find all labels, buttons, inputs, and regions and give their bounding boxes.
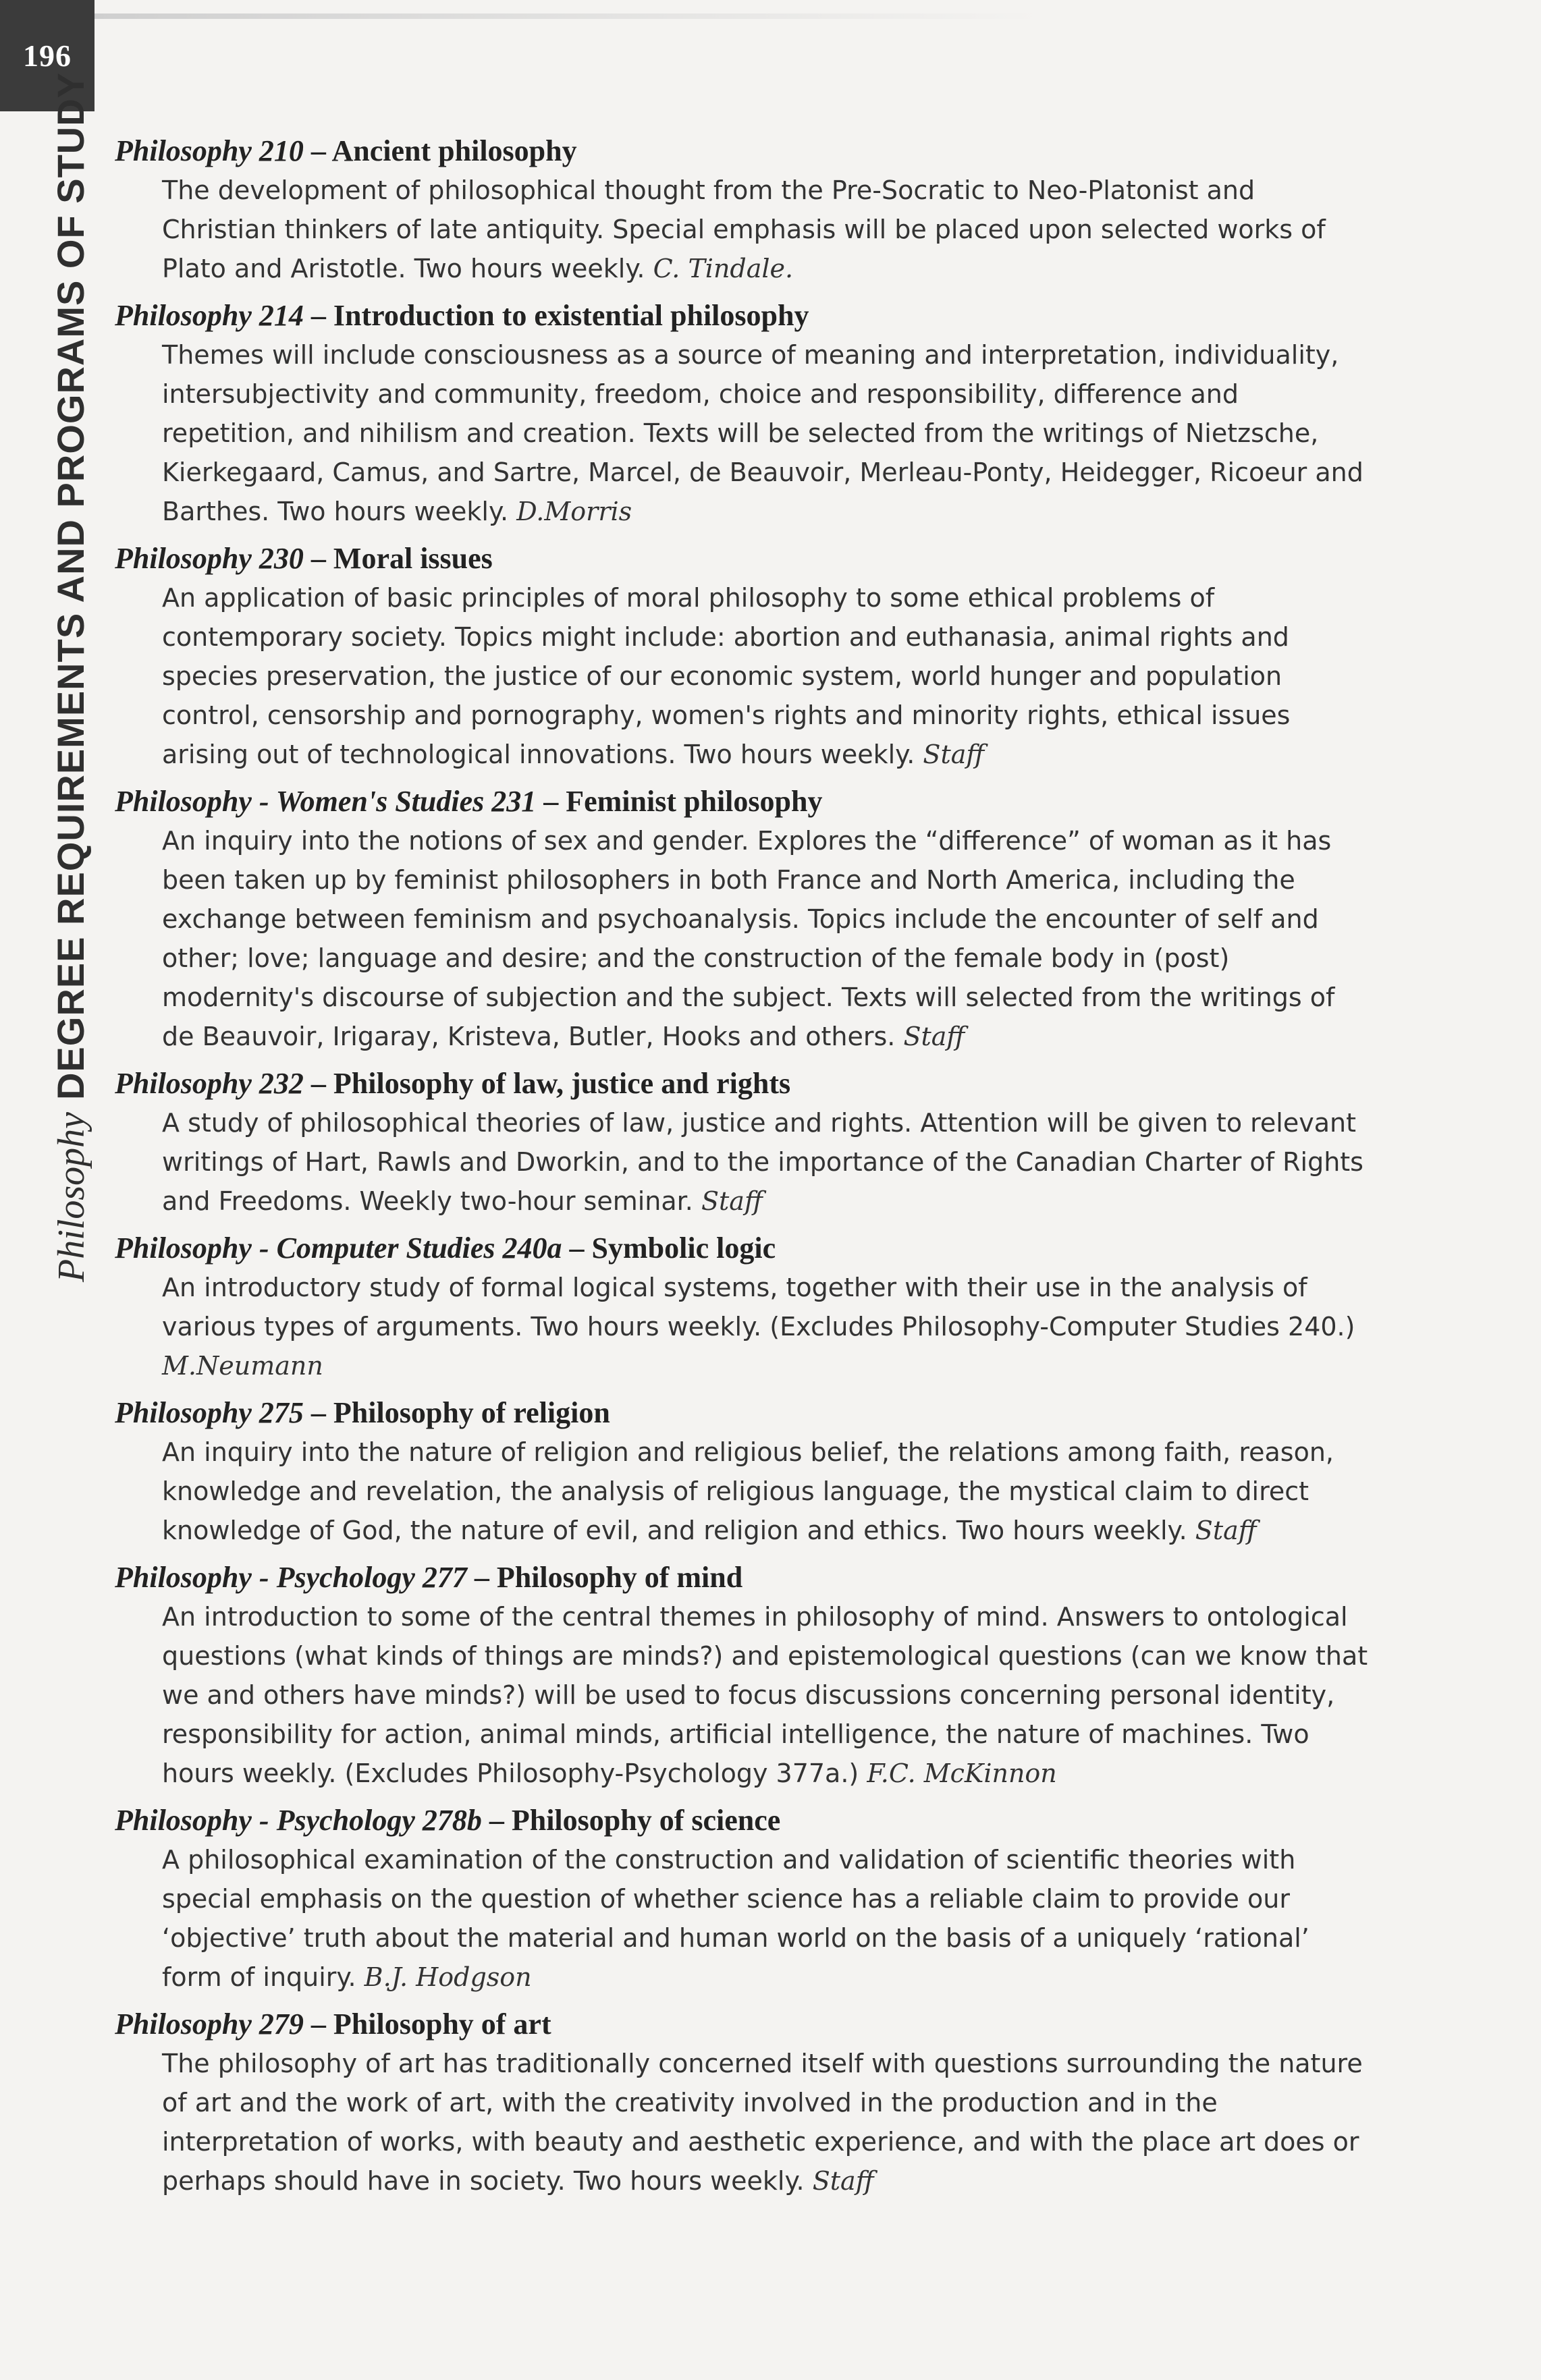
course-title: Philosophy of religion [333, 1396, 610, 1429]
course-description: An application of basic principles of moral philosophy to some ethical problems of contemporary society. Topics might include: abortion and euthanasia, animal rights and species preservation, the justice of our economic system, world hunger and population control, censorship and pornography, women's rights and minority rights, ethical issues arising out of technological innovations. Two hours weekly. [162, 583, 1291, 769]
course-title: Ancient philosophy [331, 134, 577, 167]
course-code: Philosophy - Women's Studies 231 [115, 785, 537, 818]
course-description: A philosophical examination of the construction and validation of scientific theories with special emphasis on the question of whether science has a reliable claim to provide our ‘objective’ truth about the material and human world on the basis of a uniquely ‘rational’ form of inquiry. [162, 1845, 1309, 1992]
course-instructor: Staff [812, 2166, 874, 2196]
course-entry [115, 1229, 1370, 1385]
course-title: Symbolic logic [591, 1231, 776, 1265]
course-heading: Philosophy - Psychology 278b – Philosophy of science [115, 1804, 781, 1837]
course-heading: Philosophy - Psychology 277 – Philosophy of mind [115, 1561, 743, 1594]
course-instructor: Staff [1195, 1516, 1257, 1545]
course-description: An introduction to some of the central themes in philosophy of mind. Answers to ontological questions (what kinds of things are minds?) and epistemological questions (can we know that we and others have minds?) will be used to focus discussions concerning personal identity, responsibility for action, animal minds, artificial intelligence, the nature of machines. Two hours weekly. (Excludes Philosophy-Psychology 377a.) [162, 1602, 1368, 1788]
course-code: Philosophy - Psychology 278b [115, 1804, 482, 1837]
course-entry [115, 782, 1370, 1056]
course-instructor: M.Neumann [162, 1351, 323, 1381]
course-heading: Philosophy 214 – Introduction to existential philosophy [115, 299, 809, 332]
course-heading: Philosophy - Computer Studies 240a – Symbolic logic [115, 1231, 776, 1265]
course-description-block [162, 1840, 1370, 1997]
side-label-department: Philosophy [51, 1112, 92, 1282]
page-number: 196 [23, 38, 72, 73]
course-code: Philosophy 279 [115, 2008, 304, 2041]
course-description: An inquiry into the notions of sex and gender. Explores the “difference” of woman as it has been taken up by feminist philosophers in both France and North America, including the exchange between feminism and psychoanalysis. Topics include the encounter of self and other; love; language and desire; and the construction of the female body in (post) modernity's discourse of subjection and the subject. Texts will selected from the writings of de Beauvoir, Irigaray, Kristeva, Butler, Hooks and others. [162, 826, 1335, 1051]
course-entry [115, 1558, 1370, 1793]
course-instructor: Staff [701, 1186, 763, 1216]
course-entry [115, 2005, 1370, 2201]
course-entry [115, 1064, 1370, 1221]
course-code: Philosophy - Psychology 277 [115, 1561, 467, 1594]
course-entry [115, 1801, 1370, 1997]
course-description: A study of philosophical theories of law, justice and rights. Attention will be given to relevant writings of Hart, Rawls and Dworkin, and to the importance of the Canadian Charter of Rights and Freedoms. Weekly two-hour seminar. [162, 1108, 1363, 1216]
course-heading: Philosophy - Women's Studies 231 – Feminist philosophy [115, 785, 823, 818]
course-heading: Philosophy 279 – Philosophy of art [115, 2008, 551, 2041]
course-entry [115, 132, 1370, 288]
course-instructor: Staff [923, 740, 985, 769]
course-title: Feminist philosophy [566, 785, 823, 818]
course-description: The development of philosophical thought from the Pre-Socratic to Neo-Platonist and Christian thinkers of late antiquity. Special emphasis will be placed upon selected works of Plato and Aristotle. Two hours weekly. [162, 175, 1326, 283]
course-list [115, 132, 1370, 2209]
course-code: Philosophy 232 [115, 1067, 304, 1100]
course-heading: Philosophy 232 – Philosophy of law, justice and rights [115, 1067, 791, 1100]
course-code: Philosophy 275 [115, 1396, 304, 1429]
course-description-block [162, 1433, 1370, 1550]
course-description-block [162, 2044, 1370, 2201]
course-code: Philosophy - Computer Studies 240a [115, 1231, 562, 1265]
course-heading: Philosophy 275 – Philosophy of religion [115, 1396, 610, 1429]
course-heading: Philosophy 210 – Ancient philosophy [115, 134, 577, 167]
course-description-block [162, 1103, 1370, 1221]
course-description: The philosophy of art has traditionally concerned itself with questions surrounding the nature of art and the work of art, with the creativity involved in the production and in the interpretation of works, with beauty and aesthetic experience, and with the place art does or perhaps should have in society. Two hours weekly. [162, 2049, 1363, 2196]
course-title: Moral issues [333, 542, 493, 575]
course-title: Philosophy of science [511, 1804, 781, 1837]
course-description-block [162, 578, 1370, 774]
course-entry [115, 1393, 1370, 1550]
course-description-block [162, 171, 1370, 288]
top-rule [94, 13, 1039, 19]
course-description-block [162, 1597, 1370, 1793]
course-instructor: F.C. McKinnon [867, 1759, 1057, 1788]
course-heading: Philosophy 230 – Moral issues [115, 542, 493, 575]
course-instructor: D.Morris [516, 497, 632, 526]
course-title: Philosophy of law, justice and rights [333, 1067, 791, 1100]
course-description: An inquiry into the nature of religion and religious belief, the relations among faith, reason, knowledge and revelation, the analysis of religious language, the mystical claim to direct knowledge of God, the nature of evil, and religion and ethics. Two hours weekly. [162, 1437, 1334, 1545]
side-label-section: DEGREE REQUIREMENTS AND PROGRAMS OF STUDY [49, 72, 92, 1101]
course-code: Philosophy 214 [115, 299, 304, 332]
course-description-block [162, 1268, 1370, 1385]
course-title: Philosophy of mind [496, 1561, 743, 1594]
course-instructor: C. Tindale. [653, 254, 794, 283]
course-code: Philosophy 230 [115, 542, 304, 575]
course-description: Themes will include consciousness as a source of meaning and interpretation, individuality, intersubjectivity and community, freedom, choice and responsibility, difference and repetition, and nihilism and creation. Texts will be selected from the writings of Nietzsche, Kierkegaard, Camus, and Sartre, Marcel, de Beauvoir, Merleau-Ponty, Heidegger, Ricoeur and Barthes. Two hours weekly. [162, 340, 1363, 526]
course-description-block [162, 335, 1370, 531]
course-description: An introductory study of formal logical systems, together with their use in the analysis of various types of arguments. Two hours weekly. (Excludes Philosophy-Computer Studies 240.) [162, 1273, 1355, 1341]
side-running-head [49, 72, 93, 1282]
course-entry [115, 539, 1370, 774]
course-description-block [162, 821, 1370, 1056]
course-instructor: Staff [903, 1022, 965, 1051]
course-title: Introduction to existential philosophy [333, 299, 809, 332]
course-entry [115, 296, 1370, 531]
course-instructor: B.J. Hodgson [364, 1962, 532, 1992]
course-title: Philosophy of art [333, 2008, 551, 2041]
course-code: Philosophy 210 [115, 134, 304, 167]
